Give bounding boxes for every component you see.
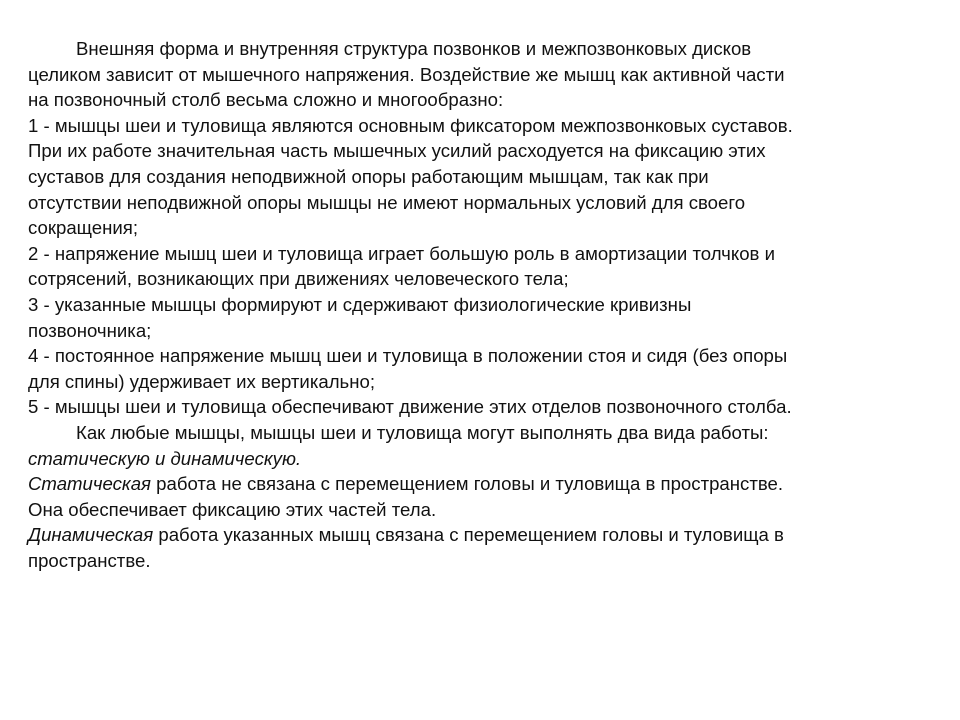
intro-line-3: на позвоночный столб весьма сложно и многообразно:	[28, 89, 504, 111]
dynamic-line-1	[28, 522, 940, 548]
item-5-line-1: 5 - мышцы шеи и туловища обеспечивают движение этих отделов позвоночного столба.	[28, 396, 792, 418]
item-4-line-1: 4 - постоянное напряжение мышц шеи и туловища в положении стоя и сидя (без опоры	[28, 345, 788, 367]
work-types-italic: статическую и динамическую.	[28, 447, 302, 469]
item-3-line-2: позвоночника;	[28, 319, 152, 341]
item-1-line-2: При их работе значительная часть мышечных усилий расходуется на фиксацию этих	[28, 140, 766, 162]
item-1-line-1: 1 - мышцы шеи и туловища являются основным фиксатором межпозвонковых суставов.	[28, 114, 793, 136]
item-4-line-2: для спины) удерживает их вертикально;	[28, 370, 376, 392]
intro-line-1: Внешняя форма и внутренняя структура позвонков и межпозвонковых дисков	[76, 38, 752, 59]
item-1-line-4: отсутствии неподвижной опоры мышцы не имеют нормальных условий для своего	[28, 191, 746, 213]
static-term: Статическая	[28, 473, 151, 495]
dynamic-term: Динамическая	[28, 524, 154, 546]
text-body	[28, 36, 940, 573]
item-1-line-5: сокращения;	[28, 217, 138, 239]
static-rest: работа не связана с перемещением головы и туловища в пространстве.	[150, 473, 784, 495]
static-line-1	[28, 471, 940, 497]
dynamic-line-2: пространстве.	[28, 549, 151, 571]
item-1-line-3: суставов для создания неподвижной опоры работающим мышцам, так как при	[28, 165, 709, 187]
dynamic-rest: работа указанных мышц связана с перемещением головы и туловища в	[153, 524, 784, 546]
item-2-line-2: сотрясений, возникающих при движениях человеческого тела;	[28, 268, 569, 290]
item-3-line-1: 3 - указанные мышцы формируют и сдерживают физиологические кривизны	[28, 293, 692, 315]
item-2-line-1: 2 - напряжение мышц шеи и туловища играет большую роль в амортизации толчков и	[28, 242, 775, 264]
static-line-2: Она обеспечивает фиксацию этих частей тела.	[28, 498, 437, 520]
intro-line-2: целиком зависит от мышечного напряжения. Воздействие же мышц как активной части	[28, 63, 785, 85]
work-types-lead: Как любые мышцы, мышцы шеи и туловища могут выполнять два вида работы:	[76, 421, 769, 443]
